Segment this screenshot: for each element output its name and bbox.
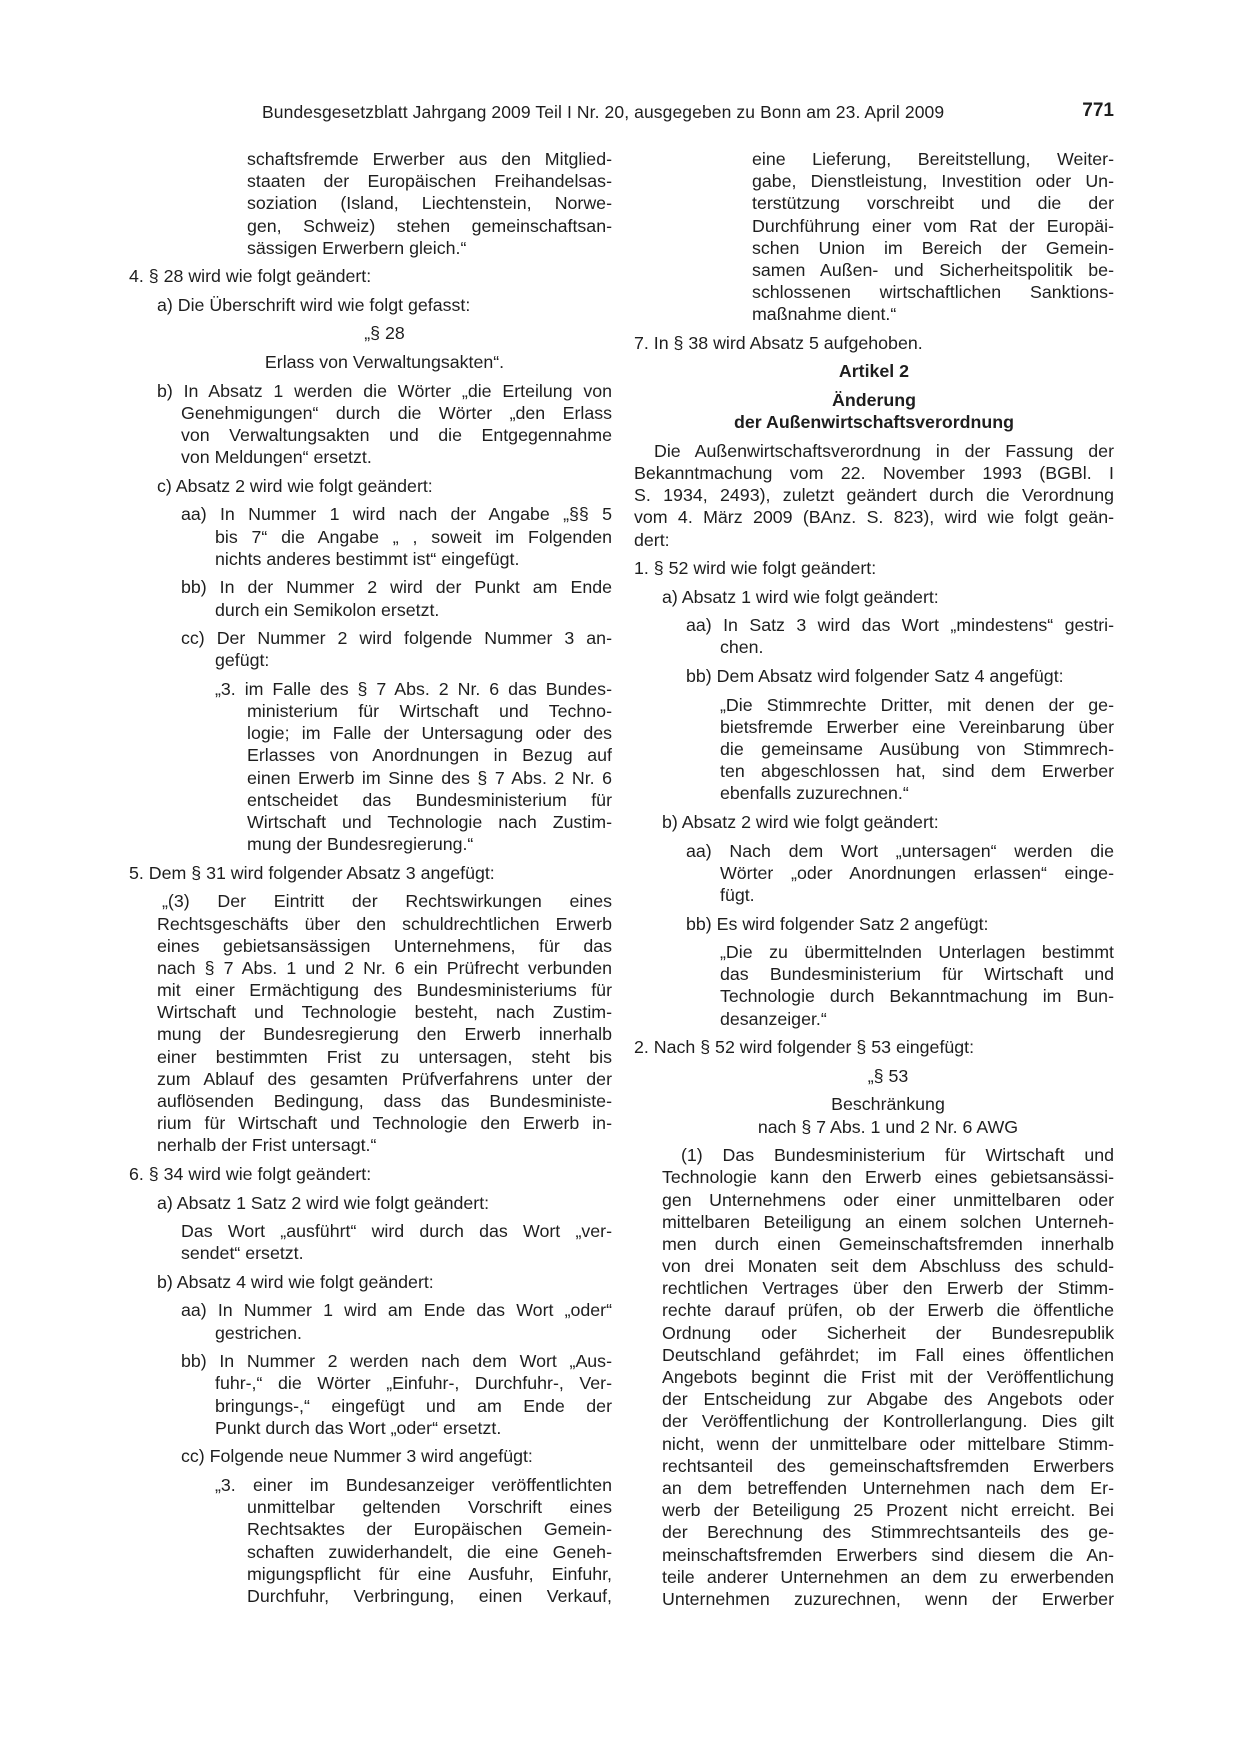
text-line: Änderung <box>832 390 916 411</box>
text-line: vom 4. März 2009 (BAnz. S. 823), wird wie folgt geän- <box>634 507 1114 528</box>
text-line: dert: <box>634 529 670 550</box>
text-line: nichts anderes bestimmt ist“ eingefügt. <box>215 548 520 569</box>
text-line: entscheidet das Bundesministerium für <box>247 789 612 810</box>
text-line: teile anderer Unternehmen an dem zu erwerbenden <box>662 1566 1114 1587</box>
right-column <box>634 148 1114 1610</box>
text-line: nicht, wenn der unmittelbare oder mittelbare Stimm- <box>662 1433 1114 1454</box>
text-line: Deutschland gefährdet; im Fall eines öffentlichen <box>662 1344 1114 1365</box>
text-line: „3. einer im Bundesanzeiger veröffentlichten <box>215 1474 612 1495</box>
text-line: gefügt: <box>215 650 270 671</box>
text-line: unmittelbar geltenden Vorschrift eines <box>247 1497 612 1518</box>
text-line: 2. Nach § 52 wird folgender § 53 eingefügt: <box>634 1037 975 1058</box>
text-line: b) Absatz 4 wird wie folgt geändert: <box>157 1271 434 1292</box>
text-line: b) In Absatz 1 werden die Wörter „die Erteilung von <box>157 380 612 401</box>
text-line: Angebots beginnt die Frist mit der Veröffentlichung <box>662 1367 1114 1388</box>
text-line: „§ 28 <box>364 323 405 344</box>
text-line: mung der Bundesregierung den Erwerb innerhalb <box>157 1024 612 1045</box>
text-line: logie; im Falle der Untersagung oder des <box>247 723 612 744</box>
text-line: c) Absatz 2 wird wie folgt geändert: <box>157 475 433 496</box>
text-line: fügt. <box>720 884 755 905</box>
text-line: aa) In Satz 3 wird das Wort „mindestens“ gestri- <box>686 615 1114 636</box>
text-line: Durchführung einer vom Rat der Europäi- <box>752 215 1114 236</box>
text-line: Technologie kann den Erwerb eines gebietsansässi- <box>662 1167 1114 1188</box>
text-line: bietsfremde Erwerber eine Vereinbarung über <box>720 716 1114 737</box>
text-line: Punkt durch das Wort „oder“ ersetzt. <box>215 1417 502 1438</box>
text-line: Das Wort „ausführt“ wird durch das Wort „ver- <box>181 1221 612 1242</box>
text-line: aa) In Nummer 1 wird am Ende das Wort „oder“ <box>181 1300 612 1321</box>
running-header <box>262 100 1114 130</box>
text-line: von Meldungen“ ersetzt. <box>181 447 372 468</box>
text-line: staaten der Europäischen Freihandelsas- <box>247 171 612 192</box>
text-line: bringungs-,“ eingefügt und am Ende der <box>215 1395 612 1416</box>
text-line: eine Lieferung, Bereitstellung, Weiter- <box>752 149 1114 169</box>
text-line: bis 7“ die Angabe „ , soweit im Folgenden <box>215 526 612 547</box>
text-line: a) Absatz 1 wird wie folgt geändert: <box>662 586 939 607</box>
text-line: gestrichen. <box>215 1322 302 1343</box>
text-line: durch ein Semikolon ersetzt. <box>215 599 440 620</box>
text-line: migungspflicht für eine Ausfuhr, Einfuhr, <box>247 1563 612 1584</box>
text-line: „Die zu übermittelnden Unterlagen bestimmt <box>720 942 1114 963</box>
text-line: ministerium für Wirtschaft und Techno- <box>247 701 612 722</box>
text-line: der Entscheidung zur Abgabe des Angebots oder <box>662 1389 1114 1410</box>
text-line: ten abgeschlossen hat, sind dem Erwerber <box>720 761 1114 782</box>
page-number: 771 <box>1082 100 1114 121</box>
text-line: bb) In der Nummer 2 wird der Punkt am Ende <box>181 577 612 598</box>
text-line: auflösenden Bedingung, dass das Bundesministe- <box>157 1091 612 1111</box>
text-line: schaftsfremde Erwerber aus den Mitglied- <box>247 149 612 169</box>
text-line: „Die Stimmrechte Dritter, mit denen der ge- <box>720 694 1114 715</box>
text-line: einer bestimmten Frist zu untersagen, steht bis <box>157 1046 612 1067</box>
text-line: meinschaftsfremden Erwerbers sind diesem die An- <box>662 1544 1114 1565</box>
text-line: Wirtschaft und Technologie besteht, nach Zustim- <box>157 1002 612 1023</box>
text-line: Unternehmen zuzurechnen, wenn der Erwerber <box>662 1588 1114 1609</box>
text-line: b) Absatz 2 wird wie folgt geändert: <box>662 811 939 832</box>
text-line: Die Außenwirtschaftsverordnung in der Fassung der <box>654 440 1114 461</box>
text-line: 1. § 52 wird wie folgt geändert: <box>634 558 877 579</box>
text-line: gabe, Dienstleistung, Investition oder Un- <box>752 171 1114 192</box>
text-line: 5. Dem § 31 wird folgender Absatz 3 angefügt: <box>129 862 495 883</box>
text-line: Artikel 2 <box>838 361 910 382</box>
text-line: ebenfalls zuzurechnen.“ <box>720 783 909 804</box>
text-line: 4. § 28 wird wie folgt geändert: <box>129 266 372 287</box>
text-line: Durchfuhr, Verbringung, einen Verkauf, <box>247 1585 612 1606</box>
text-line: der Außenwirtschaftsverordnung <box>734 412 1014 433</box>
text-line: sässigen Erwerbern gleich.“ <box>247 237 467 258</box>
text-line: nach § 7 Abs. 1 und 2 Nr. 6 AWG <box>757 1116 1019 1137</box>
text-line: Bekanntmachung vom 22. November 1993 (BGBl. I <box>634 463 1114 483</box>
text-line: „§ 53 <box>867 1065 909 1086</box>
text-line: 6. § 34 wird wie folgt geändert: <box>129 1163 372 1184</box>
text-line: zum Ablauf des gesamten Prüfverfahrens unter der <box>157 1068 612 1089</box>
text-line: aa) In Nummer 1 wird nach der Angabe „§§ 5 <box>181 504 612 525</box>
text-line: Erlasses von Anordnungen in Bezug auf <box>247 745 612 766</box>
left-column <box>129 148 612 1607</box>
text-line: bb) In Nummer 2 werden nach dem Wort „Aus- <box>181 1351 612 1372</box>
text-line: Technologie durch Bekanntmachung im Bun- <box>720 986 1114 1007</box>
text-line: (1) Das Bundesministerium für Wirtschaft und <box>681 1145 1114 1166</box>
text-line: cc) Folgende neue Nummer 3 wird angefügt: <box>181 1446 533 1467</box>
text-line: „(3) Der Eintritt der Rechtswirkungen eines <box>162 891 612 912</box>
text-line: mung der Bundesregierung.“ <box>247 834 474 855</box>
text-line: bb) Es wird folgender Satz 2 angefügt: <box>686 913 989 934</box>
text-line: cc) Der Nummer 2 wird folgende Nummer 3 an- <box>181 628 612 649</box>
text-line: terstützung vorschreibt und die der <box>752 193 1114 214</box>
text-line: schlossenen wirtschaftlichen Sanktions- <box>752 282 1114 303</box>
text-line: 7. In § 38 wird Absatz 5 aufgehoben. <box>634 332 923 353</box>
text-line: samen Außen- und Sicherheitspolitik be- <box>752 259 1114 280</box>
text-line: nerhalb der Frist untersagt.“ <box>157 1135 377 1156</box>
text-line: gen Unternehmens oder einer unmittelbaren oder <box>662 1189 1114 1210</box>
text-line: rechte darauf prüfen, ob der Erwerb die öffentliche <box>662 1300 1114 1321</box>
text-line: Wirtschaft und Technologie nach Zustim- <box>247 811 612 832</box>
text-line: a) Absatz 1 Satz 2 wird wie folgt geändert: <box>157 1192 490 1213</box>
text-line: men durch einen Gemeinschaftsfremden innerhalb <box>662 1233 1114 1254</box>
text-line: rechtsanteil des gemeinschaftsfremden Erwerbers <box>662 1455 1114 1476</box>
text-line: bb) Dem Absatz wird folgender Satz 4 angefügt: <box>686 666 1064 687</box>
text-line: die gemeinsame Ausübung von Stimmrech- <box>720 739 1114 760</box>
text-line: chen. <box>720 637 764 658</box>
text-line: sendet“ ersetzt. <box>181 1243 304 1264</box>
text-line: mit einer Ermächtigung des Bundesministeriums für <box>157 980 612 1001</box>
text-line: desanzeiger.“ <box>720 1008 827 1029</box>
text-line: von Verwaltungsakten und die Entgegennahme <box>181 425 612 446</box>
text-line: das Bundesministerium für Wirtschaft und <box>720 964 1114 985</box>
text-line: eines gebietsansässigen Unternehmens, für das <box>157 935 612 956</box>
text-line: fuhr-,“ die Wörter „Einfuhr-, Durchfuhr-, Ver- <box>215 1373 612 1394</box>
text-line: aa) Nach dem Wort „untersagen“ werden die <box>686 840 1114 861</box>
text-line: schaften zuwiderhandelt, die eine Geneh- <box>247 1541 612 1562</box>
text-line: werb der Beteiligung 25 Prozent nicht erreicht. Bei <box>662 1500 1114 1521</box>
text-line: schen Union im Bereich der Gemein- <box>752 237 1114 258</box>
text-line: Wörter „oder Anordnungen erlassen“ einge- <box>720 862 1114 883</box>
text-line: mittelbaren Beteiligung an einem solchen Unterneh- <box>662 1211 1114 1232</box>
text-line: soziation (Island, Liechtenstein, Norwe- <box>247 193 612 214</box>
text-line: Beschränkung <box>831 1094 945 1115</box>
text-line: einen Erwerb im Sinne des § 7 Abs. 2 Nr. 6 <box>247 767 612 788</box>
text-line: rium für Wirtschaft und Technologie den Erwerb in- <box>157 1113 612 1134</box>
text-line: Rechtsgeschäfts über den schuldrechtlichen Erwerb <box>157 913 612 934</box>
text-line: von drei Monaten seit dem Abschluss des schuld- <box>662 1256 1114 1277</box>
text-line: Rechtsaktes der Europäischen Gemein- <box>247 1519 612 1540</box>
text-line: an dem betreffenden Unternehmen nach dem Er- <box>662 1477 1114 1498</box>
text-line: a) Die Überschrift wird wie folgt gefasst: <box>157 294 471 315</box>
text-line: der Berechnung des Stimmrechtsanteils des ge- <box>662 1522 1114 1543</box>
text-line: Ordnung oder Sicherheit der Bundesrepublik <box>662 1322 1114 1343</box>
text-line: rechtlichen Vertrages über den Erwerb der Stimm- <box>662 1278 1114 1299</box>
text-line: maßnahme dient.“ <box>752 304 897 325</box>
text-line: gen, Schweiz) stehen gemeinschaftsan- <box>247 215 612 236</box>
text-line: „3. im Falle des § 7 Abs. 2 Nr. 6 das Bundes- <box>215 678 612 699</box>
text-line: nach § 7 Abs. 1 und 2 Nr. 6 ein Prüfrecht verbunden <box>157 957 612 978</box>
running-title: Bundesgesetzblatt Jahrgang 2009 Teil I Nr. 20, ausgegeben zu Bonn am 23. April 2009 <box>262 102 945 122</box>
text-line: S. 1934, 2493), zuletzt geändert durch die Verordnung <box>634 485 1114 506</box>
text-line: Genehmigungen“ durch die Wörter „den Erlass <box>181 402 612 423</box>
text-line: Erlass von Verwaltungsakten“. <box>264 352 505 373</box>
text-line: der Veröffentlichung der Kontrollerlangung. Dies gilt <box>662 1411 1114 1432</box>
